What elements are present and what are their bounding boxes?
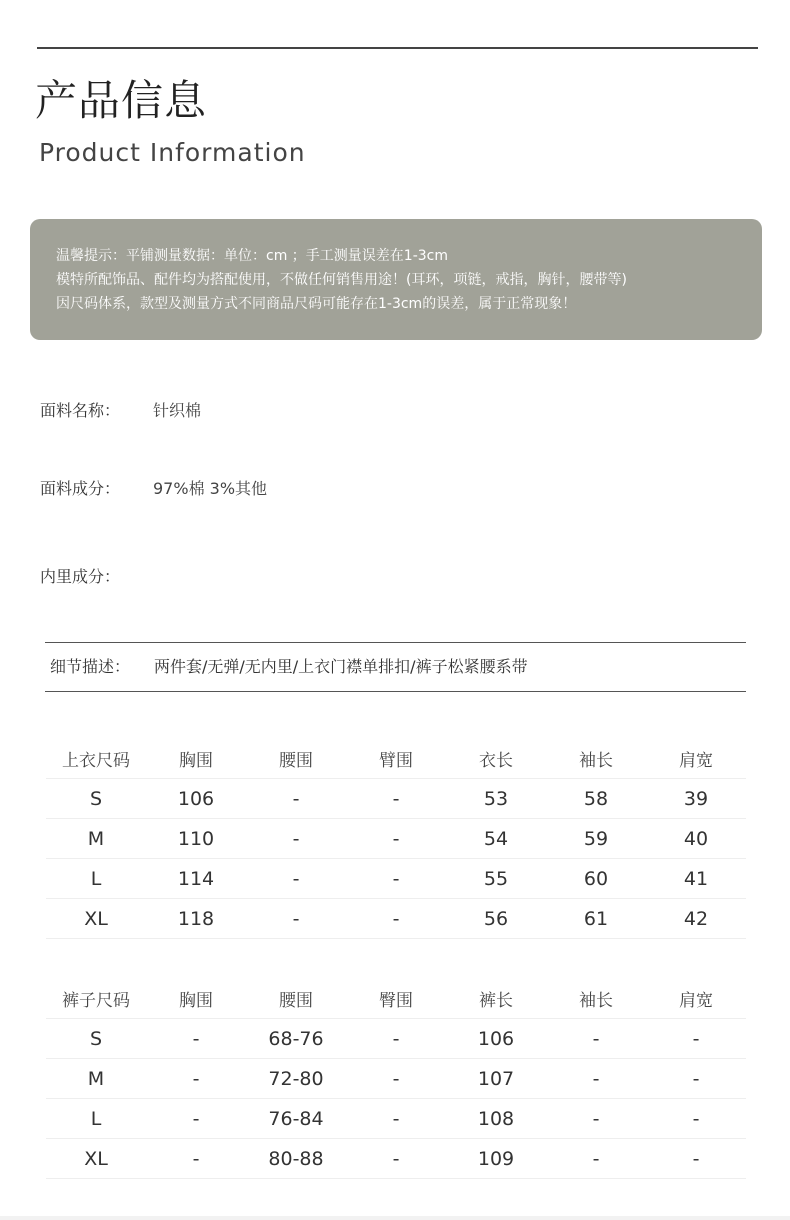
- table-cell: S: [46, 779, 146, 819]
- top-divider: [37, 47, 758, 49]
- column-header: 肩宽: [646, 739, 746, 779]
- bottom-divider: [0, 1216, 790, 1220]
- column-header: 上衣尺码: [46, 739, 146, 779]
- table-cell: 39: [646, 779, 746, 819]
- table-cell: M: [46, 1059, 146, 1099]
- table-cell: 72-80: [246, 1059, 346, 1099]
- page-title: 产品信息: [35, 76, 208, 125]
- column-header: 衣长: [446, 739, 546, 779]
- page-subtitle: Product Information: [39, 138, 306, 167]
- table-cell: -: [346, 899, 446, 939]
- notice-line: 温馨提示：平铺测量数据：单位：cm ；手工测量误差在1-3cm: [56, 248, 448, 264]
- fabric-composition-label: 面料成分：: [40, 479, 121, 498]
- table-cell: 61: [546, 899, 646, 939]
- table-cell: 114: [146, 859, 246, 899]
- column-header: 肩宽: [646, 979, 746, 1019]
- table-cell: XL: [46, 1139, 146, 1179]
- column-header: 袖长: [546, 739, 646, 779]
- table-row: [46, 1099, 746, 1139]
- fabric-name-value: 针织棉: [153, 401, 202, 420]
- lining-composition-label: 内里成分：: [40, 567, 121, 586]
- table-row: [46, 1019, 746, 1059]
- column-header: 裤子尺码: [46, 979, 146, 1019]
- table-cell: -: [646, 1059, 746, 1099]
- table-cell: 68-76: [246, 1019, 346, 1059]
- column-header: 臀围: [346, 979, 446, 1019]
- table-cell: -: [546, 1139, 646, 1179]
- table-cell: -: [146, 1059, 246, 1099]
- column-header: 裤长: [446, 979, 546, 1019]
- top-size-table: [46, 739, 746, 939]
- table-cell: 107: [446, 1059, 546, 1099]
- table-row: [46, 899, 746, 939]
- table-cell: 40: [646, 819, 746, 859]
- table-cell: -: [346, 779, 446, 819]
- table-cell: 109: [446, 1139, 546, 1179]
- table-cell: 58: [546, 779, 646, 819]
- table-cell: -: [246, 819, 346, 859]
- notice-box: [30, 219, 762, 340]
- table-row: [46, 819, 746, 859]
- table-cell: -: [546, 1019, 646, 1059]
- table-cell: 42: [646, 899, 746, 939]
- table-row: [46, 779, 746, 819]
- table-row: [46, 859, 746, 899]
- table-cell: -: [146, 1099, 246, 1139]
- table-cell: -: [646, 1099, 746, 1139]
- table-cell: -: [346, 1099, 446, 1139]
- table-cell: -: [646, 1019, 746, 1059]
- table-cell: M: [46, 819, 146, 859]
- table-cell: 106: [146, 779, 246, 819]
- table-cell: 106: [446, 1019, 546, 1059]
- table-cell: 80-88: [246, 1139, 346, 1179]
- table-cell: 54: [446, 819, 546, 859]
- notice-line: 因尺码体系，款型及测量方式不同商品尺码可能存在1-3cm的误差，属于正常现象！: [56, 296, 577, 312]
- table-cell: -: [546, 1099, 646, 1139]
- table-cell: -: [646, 1139, 746, 1179]
- column-header: 胸围: [146, 979, 246, 1019]
- details-label: 细节描述：: [50, 657, 131, 676]
- table-cell: -: [246, 859, 346, 899]
- table-cell: 55: [446, 859, 546, 899]
- table-row: [46, 1139, 746, 1179]
- column-header: 袖长: [546, 979, 646, 1019]
- table-cell: 41: [646, 859, 746, 899]
- column-header: 胸围: [146, 739, 246, 779]
- table-cell: 53: [446, 779, 546, 819]
- table-cell: L: [46, 859, 146, 899]
- table-cell: -: [346, 859, 446, 899]
- table-cell: 59: [546, 819, 646, 859]
- notice-line: 模特所配饰品、配件均为搭配使用，不做任何销售用途！(耳环，项链，戒指，胸针，腰带等): [56, 272, 627, 288]
- table-cell: 110: [146, 819, 246, 859]
- details-row: [50, 656, 528, 678]
- table-cell: S: [46, 1019, 146, 1059]
- table-cell: -: [246, 779, 346, 819]
- table-cell: -: [246, 899, 346, 939]
- details-bottom-divider: [45, 691, 746, 692]
- column-header: 臂围: [346, 739, 446, 779]
- table-cell: L: [46, 1099, 146, 1139]
- table-cell: -: [146, 1139, 246, 1179]
- column-header: 腰围: [246, 979, 346, 1019]
- table-cell: 56: [446, 899, 546, 939]
- table-cell: 76-84: [246, 1099, 346, 1139]
- fabric-composition-row: [40, 478, 267, 500]
- table-cell: -: [546, 1059, 646, 1099]
- table-cell: -: [346, 819, 446, 859]
- column-header: 腰围: [246, 739, 346, 779]
- table-cell: -: [346, 1139, 446, 1179]
- table-header-row: [46, 979, 746, 1019]
- table-cell: 118: [146, 899, 246, 939]
- table-row: [46, 1059, 746, 1099]
- fabric-name-row: [40, 400, 201, 422]
- table-cell: -: [146, 1019, 246, 1059]
- fabric-composition-value: 97%棉 3%其他: [153, 479, 268, 498]
- table-cell: 60: [546, 859, 646, 899]
- table-header-row: [46, 739, 746, 779]
- fabric-name-label: 面料名称：: [40, 401, 121, 420]
- lining-composition-row: [40, 566, 153, 588]
- table-cell: 108: [446, 1099, 546, 1139]
- table-cell: -: [346, 1019, 446, 1059]
- details-top-divider: [45, 642, 746, 643]
- details-value: 两件套/无弹/无内里/上衣门襟单排扣/裤子松紧腰系带: [154, 657, 528, 676]
- table-cell: -: [346, 1059, 446, 1099]
- pants-size-table: [46, 979, 746, 1179]
- table-cell: XL: [46, 899, 146, 939]
